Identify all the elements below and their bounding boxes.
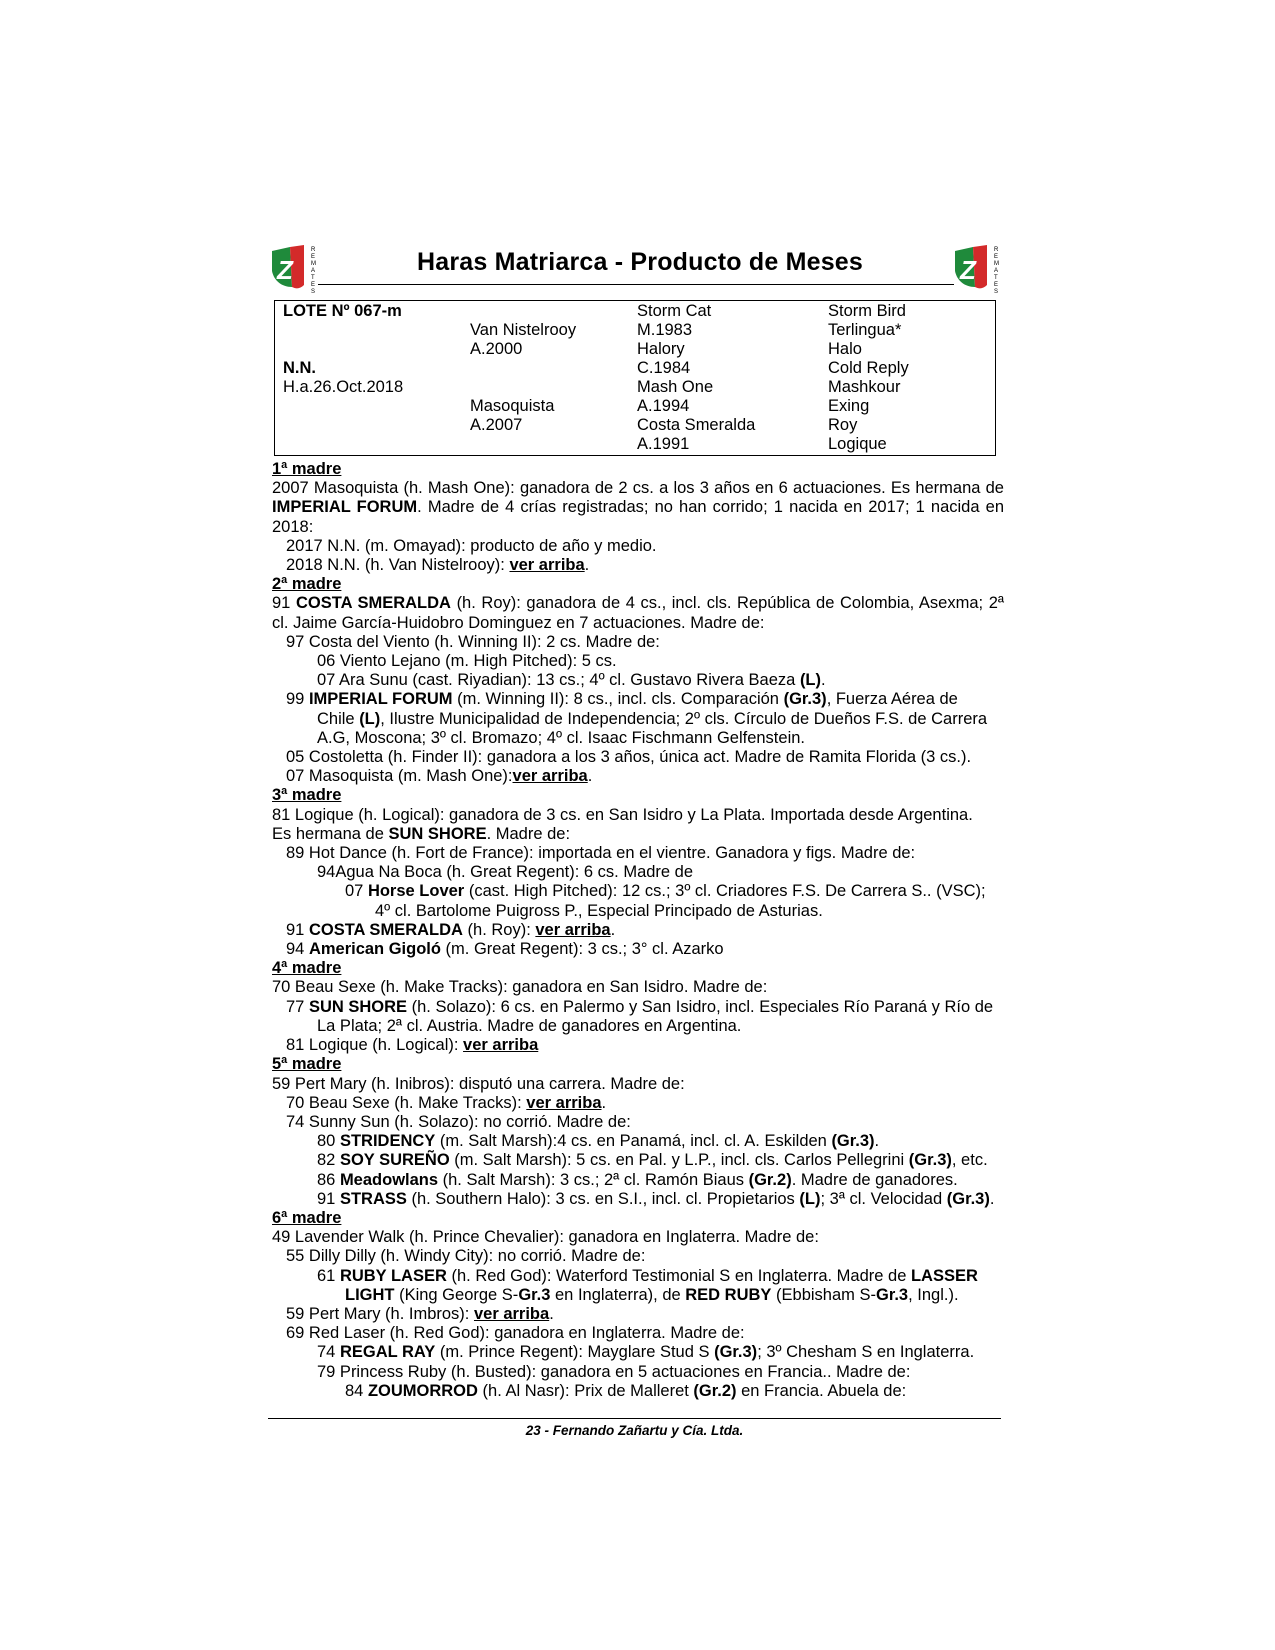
foal-birth: H.a.26.Oct.2018	[283, 378, 404, 396]
section-heading: 4ª madre	[272, 959, 342, 978]
section-heading: 2ª madre	[272, 575, 342, 594]
text-line: 91 COSTA SMERALDA (h. Roy): ver arriba.	[286, 920, 616, 939]
ver-arriba-link: ver arriba	[526, 1093, 602, 1112]
footer-divider	[268, 1418, 1001, 1419]
sire-name: Van Nistelrooy	[470, 321, 577, 339]
text-line: 89 Hot Dance (h. Fort de France): importada en el vientre. Ganadora y figs. Madre de:	[286, 844, 916, 863]
ver-arriba-link: ver arriba	[473, 1304, 550, 1323]
ver-arriba-link: ver arriba	[463, 1036, 539, 1055]
remates-logo-left	[270, 243, 326, 295]
lote-number: LOTE Nº 067-m	[283, 302, 402, 320]
svg-text:E: E	[311, 254, 316, 260]
gen3-entry: Roy	[828, 416, 858, 434]
gen3-entry: Exing	[828, 397, 870, 415]
text-line: 59 Pert Mary (h. Imbros): ver arriba.	[286, 1304, 554, 1323]
section-heading: 5ª madre	[272, 1055, 342, 1074]
gen2-entry: C.1984	[637, 359, 691, 377]
gen3-entry: Mashkour	[828, 378, 901, 396]
svg-text:Z: Z	[960, 255, 976, 285]
svg-text:E: E	[994, 282, 999, 288]
text-line: Chile (L), Ilustre Municipalidad de Independencia; 2º cls. Círculo de Dueños F.S. de Carrera	[317, 709, 988, 728]
title-divider	[318, 284, 954, 285]
svg-text:Z: Z	[277, 255, 293, 285]
text-line: 82 SOY SUREÑO (m. Salt Marsh): 5 cs. en Pal. y L.P., incl. cls. Carlos Pellegrini (Gr.3), etc.	[317, 1151, 988, 1170]
text-line: 91 COSTA SMERALDA (h. Roy): ganadora de 4 cs., incl. cls. República de Colombia, Asexma; 2ª cl. Jaime García-Huidobro Dominguez en 7 actuaciones. Madre de:	[272, 594, 1004, 632]
sire-year: A.2000	[470, 340, 523, 358]
text-line: 74 REGAL RAY (m. Prince Regent): Mayglare Stud S (Gr.3); 3º Chesham S en Inglaterra.	[317, 1343, 975, 1362]
text-line: 79 Princess Ruby (h. Busted): ganadora en 5 actuaciones en Francia.. Madre de:	[317, 1362, 911, 1381]
gen3-entry: Storm Bird	[828, 302, 906, 320]
svg-text:R: R	[994, 247, 999, 253]
text-line: 07 Ara Sunu (cast. Riyadian): 13 cs.; 4º cl. Gustavo Rivera Baeza (L).	[317, 671, 826, 690]
text-line: 94Agua Na Boca (h. Great Regent): 6 cs. Madre de	[317, 863, 694, 882]
text-line: 97 Costa del Viento (h. Winning II): 2 cs. Madre de:	[286, 632, 660, 651]
text-line: 80 STRIDENCY (m. Salt Marsh):4 cs. en Panamá, incl. cl. A. Eskilden (Gr.3).	[317, 1132, 880, 1151]
dam-name: Masoquista	[470, 397, 555, 415]
text-line: 70 Beau Sexe (h. Make Tracks): ver arriba.	[286, 1093, 607, 1112]
remates-logo-right	[953, 243, 1009, 295]
gen2-entry: Storm Cat	[637, 302, 712, 320]
svg-text:M: M	[311, 261, 316, 267]
page-title: Haras Matriarca - Producto de Meses	[416, 248, 864, 276]
svg-text:A: A	[994, 268, 999, 274]
ver-arriba-link: ver arriba	[512, 767, 588, 786]
svg-text:T: T	[994, 275, 998, 281]
text-line: 05 Costoletta (h. Finder II): ganadora a los 3 años, única act. Madre de Ramita Florida (3 cs.).	[286, 748, 972, 767]
svg-text:S: S	[994, 289, 999, 295]
gen2-entry: Mash One	[637, 378, 714, 396]
svg-text:A: A	[311, 268, 316, 274]
text-line: A.G, Moscona; 3º cl. Bromazo; 4º cl. Isaac Fischmann Gelfenstein.	[317, 728, 805, 747]
gen2-entry: A.1991	[637, 435, 690, 453]
gen3-entry: Terlingua*	[828, 321, 902, 339]
text-line: 77 SUN SHORE (h. Solazo): 6 cs. en Palermo y San Isidro, incl. Especiales Río Paraná y Río de	[286, 997, 994, 1016]
section-heading: 6ª madre	[272, 1208, 342, 1227]
text-line: 69 Red Laser (h. Red God): ganadora en Inglaterra. Madre de:	[286, 1324, 745, 1343]
text-line: 07 Masoquista (m. Mash One):ver arriba.	[286, 767, 593, 786]
text-line: 91 STRASS (h. Southern Halo): 3 cs. en S.I., incl. cl. Propietarios (L); 3ª cl. Velocidad (Gr.3).	[317, 1189, 995, 1208]
svg-text:S: S	[311, 289, 316, 295]
text-line: 2017 N.N. (m. Omayad): producto de año y medio.	[286, 536, 657, 555]
text-line: 81 Logique (h. Logical): ganadora de 3 cs. en San Isidro y La Plata. Importada desde Argentina.	[272, 805, 973, 824]
text-line: 55 Dilly Dilly (h. Windy City): no corrió. Madre de:	[286, 1247, 646, 1266]
dam-year: A.2007	[470, 416, 523, 434]
gen2-entry: Costa Smeralda	[637, 416, 756, 434]
text-line: 49 Lavender Walk (h. Prince Chevalier): ganadora en Inglaterra. Madre de:	[272, 1228, 819, 1247]
text-line: Es hermana de SUN SHORE. Madre de:	[272, 824, 571, 843]
pedigree-table	[274, 300, 996, 456]
text-line: LIGHT (King George S-Gr.3 en Inglaterra), de RED RUBY (Ebbisham S-Gr.3, Ingl.).	[345, 1285, 959, 1304]
section-heading: 1ª madre	[272, 460, 342, 478]
text-line: 2007 Masoquista (h. Mash One): ganadora de 2 cs. a los 3 años en 6 actuaciones. Es hermana de IMPERIAL FORUM. Madre de 4 crías registradas; no han corrido; 1 nacida en 2017; 1 nacida en 2018:	[272, 479, 1004, 536]
text-line: 70 Beau Sexe (h. Make Tracks): ganadora en San Isidro. Madre de:	[272, 978, 768, 997]
text-line: 81 Logique (h. Logical): ver arriba	[286, 1036, 539, 1055]
text-line: 74 Sunny Sun (h. Solazo): no corrió. Madre de:	[286, 1112, 631, 1131]
text-line: 07 Horse Lover (cast. High Pitched): 12 cs.; 3º cl. Criadores F.S. De Carrera S.. (VSC);	[345, 882, 986, 901]
gen2-entry: M.1983	[637, 321, 693, 339]
svg-text:E: E	[994, 254, 999, 260]
text-line: La Plata; 2ª cl. Austria. Madre de ganadores en Argentina.	[317, 1016, 742, 1035]
ver-arriba-link: ver arriba	[509, 556, 585, 575]
svg-text:T: T	[311, 275, 315, 281]
text-line: 86 Meadowlans (h. Salt Marsh): 3 cs.; 2ª cl. Ramón Biaus (Gr.2). Madre de ganadores.	[317, 1170, 958, 1189]
page-footer: 23 - Fernando Zañartu y Cía. Ltda.	[525, 1423, 744, 1438]
text-line: 94 American Gigoló (m. Great Regent): 3 cs.; 3° cl. Azarko	[286, 940, 724, 959]
section-heading: 3ª madre	[272, 786, 342, 805]
gen3-entry: Halo	[828, 340, 862, 358]
text-line: 06 Viento Lejano (m. High Pitched): 5 cs.	[317, 652, 617, 671]
text-line: 4º cl. Bartolome Puigross P., Especial Principado de Asturias.	[375, 901, 823, 920]
svg-text:E: E	[311, 282, 316, 288]
gen3-entry: Cold Reply	[828, 359, 909, 377]
foal-name: N.N.	[283, 359, 316, 377]
text-line: 59 Pert Mary (h. Inibros): disputó una carrera. Madre de:	[272, 1074, 685, 1093]
ver-arriba-link: ver arriba	[535, 920, 611, 939]
svg-text:M: M	[994, 261, 999, 267]
text-line: 84 ZOUMORROD (h. Al Nasr): Prix de Malleret (Gr.2) en Francia. Abuela de:	[345, 1381, 907, 1400]
gen2-entry: A.1994	[637, 397, 690, 415]
gen2-entry: Halory	[637, 340, 685, 358]
text-line: 2018 N.N. (h. Van Nistelrooy): ver arriba.	[286, 556, 590, 575]
gen3-entry: Logique	[828, 435, 887, 453]
produce-record	[272, 460, 1004, 1401]
text-line: 61 RUBY LASER (h. Red God): Waterford Testimonial S en Inglaterra. Madre de LASSER	[317, 1266, 978, 1285]
text-line: 99 IMPERIAL FORUM (m. Winning II): 8 cs., incl. cls. Comparación (Gr.3), Fuerza Aérea de	[286, 690, 958, 709]
svg-text:R: R	[311, 247, 316, 253]
